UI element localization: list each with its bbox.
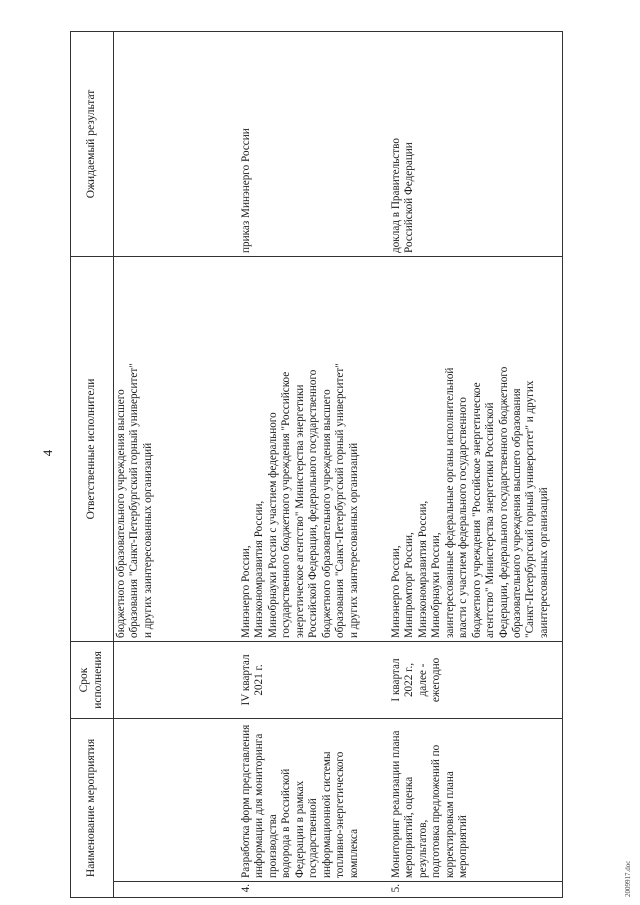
- header-name: Наименование мероприятия: [71, 718, 114, 897]
- cell-name: Разработка форм представления информации для мониторинга производства водорода в Российской Федерации в рамках государственной информационной системы топливно-энергетического комплекса: [232, 718, 384, 881]
- cell-name: Мониторинг реализации плана мероприятий, оценка результатов, подготовка предложений по корректировкам плана мероприятий: [384, 718, 563, 881]
- file-code: 2009917.doc: [624, 860, 632, 897]
- cell-executors: бюджетного образовательного учреждения высшего образования "Санкт-Петербургский горный университет" и других заинтересованных организаций: [114, 256, 233, 641]
- cell-executors: Минэнерго России, Минэкономразвития России, Минобрнауки России с участием федерального государственного бюджетного учреждения "Российское энергетическое агентство" Министерства энергетики Российской Федерации, федерального государственного бюджетного образовательного учреждения высшего образования "Санкт-Петербургский горный университет" и других заинтересованных организаций: [232, 256, 384, 641]
- header-result: Ожидаемый результат: [71, 31, 114, 256]
- cell-num: [114, 882, 233, 898]
- header-term: Срок исполнения: [71, 641, 114, 718]
- cell-term: I квартал 2022 г., далее - ежегодно: [384, 641, 563, 718]
- cell-term: IV квартал 2021 г.: [232, 641, 384, 718]
- cell-num: 4.: [232, 882, 384, 898]
- cell-result: приказ Минэнерго России: [232, 31, 384, 256]
- table-row-continuation: [114, 31, 233, 897]
- cell-num: 5.: [384, 882, 563, 898]
- cell-term: [114, 641, 233, 718]
- table-header-row: [71, 31, 114, 897]
- header-executors: Ответственные исполнители: [71, 256, 114, 641]
- cell-result: доклад в Правительство Российской Федерации: [384, 31, 563, 256]
- measures-table: [70, 31, 563, 898]
- page-number: 4: [40, 449, 55, 457]
- cell-executors: Минэнерго России, Минпромторг России, Минэкономразвития России, Минобрнауки России, заинтересованные федеральные органы исполнительной власти с участием федерального государственного бюджетного учреждения "Российское энергетическое агентство" Министерства энергетики Российской Федерации, федерального государственного бюджетного образовательного учреждения высшего образования "Санкт-Петербургский горный университет" и других заинтересованных организаций: [384, 256, 563, 641]
- cell-name: [114, 718, 233, 881]
- table-row: [384, 31, 563, 897]
- table-row: [232, 31, 384, 897]
- cell-result: [114, 31, 233, 256]
